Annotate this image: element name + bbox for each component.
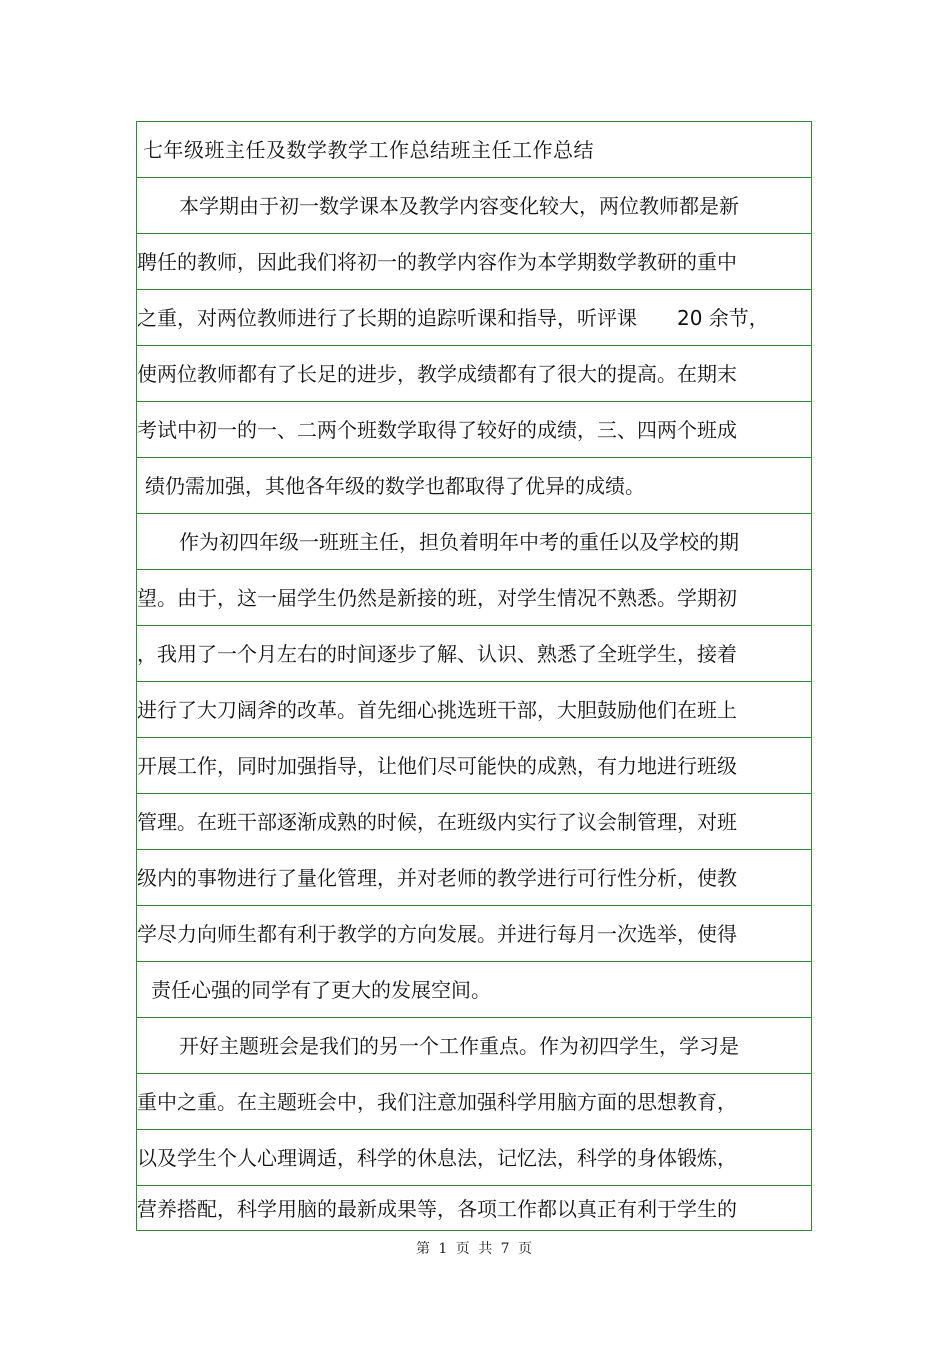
line-text: 绩仍需加强，其他各年级的数学也都取得了优异的成绩。: [145, 474, 645, 498]
document-title: 七年级班主任及数学教学工作总结班主任工作总结: [143, 138, 594, 162]
text-line: [137, 346, 811, 402]
line-text: 进行了大刀阔斧的改革。首先细心挑选班干部，大胆鼓励他们在班上: [137, 698, 737, 722]
text-line: [137, 906, 811, 962]
line-text: 级内的事物进行了量化管理，并对老师的教学进行可行性分析，使教: [137, 866, 737, 890]
line-text: 以及学生个人心理调适，科学的休息法，记忆法，科学的身体锻炼，: [137, 1146, 737, 1170]
text-line: [137, 458, 811, 514]
text-line: [137, 1018, 811, 1074]
text-line: [137, 1074, 811, 1130]
line-text: 责任心强的同学有了更大的发展空间。: [151, 978, 491, 1002]
text-line: [137, 234, 811, 290]
line-text: 聘任的教师，因此我们将初一的教学内容作为本学期数学教研的重中: [137, 250, 737, 274]
line-text: ，我用了一个月左右的时间逐步了解、认识、熟悉了全班学生，接着: [137, 642, 737, 666]
line-text: 开展工作，同时加强指导，让他们尽可能快的成熟，有力地进行班级: [137, 754, 737, 778]
line-text: 作为初四年级一班班主任，担负着明年中考的重任以及学校的期: [179, 530, 739, 554]
line-text: 本学期由于初一数学课本及教学内容变化较大，两位教师都是新: [179, 194, 739, 218]
text-line: [137, 1130, 811, 1186]
text-line: [137, 850, 811, 906]
text-line: [137, 682, 811, 738]
text-line: [137, 178, 811, 234]
line-text: 开好主题班会是我们的另一个工作重点。作为初四学生，学习是: [179, 1034, 739, 1058]
line-text: 管理。在班干部逐渐成熟的时候，在班级内实行了议会制管理，对班: [137, 810, 737, 834]
line-text: 之重，对两位教师进行了长期的追踪听课和指导，听评课 20 余节，: [137, 306, 769, 330]
text-line: [137, 794, 811, 850]
text-line: [137, 1186, 811, 1232]
line-text: 学尽力向师生都有利于教学的方向发展。并进行每月一次选举，使得: [137, 922, 737, 946]
text-line: [137, 402, 811, 458]
page-frame: [136, 121, 812, 1231]
line-text: 考试中初一的一、二两个班数学取得了较好的成绩，三、四两个班成: [137, 418, 737, 442]
text-line: [137, 738, 811, 794]
line-text: 使两位教师都有了长足的进步，教学成绩都有了很大的提高。在期末: [137, 362, 737, 386]
text-line: [137, 626, 811, 682]
text-line: [137, 514, 811, 570]
text-line: [137, 570, 811, 626]
line-text: 望。由于，这一届学生仍然是新接的班，对学生情况不熟悉。学期初: [137, 586, 737, 610]
title-row: [137, 122, 811, 178]
line-text: 营养搭配，科学用脑的最新成果等，各项工作都以真正有利于学生的: [137, 1197, 737, 1221]
text-line: [137, 962, 811, 1018]
line-text: 重中之重。在主题班会中，我们注意加强科学用脑方面的思想教育，: [137, 1090, 737, 1114]
text-line: [137, 290, 811, 346]
page-number: 第 1 页 共 7 页: [415, 1241, 535, 1257]
